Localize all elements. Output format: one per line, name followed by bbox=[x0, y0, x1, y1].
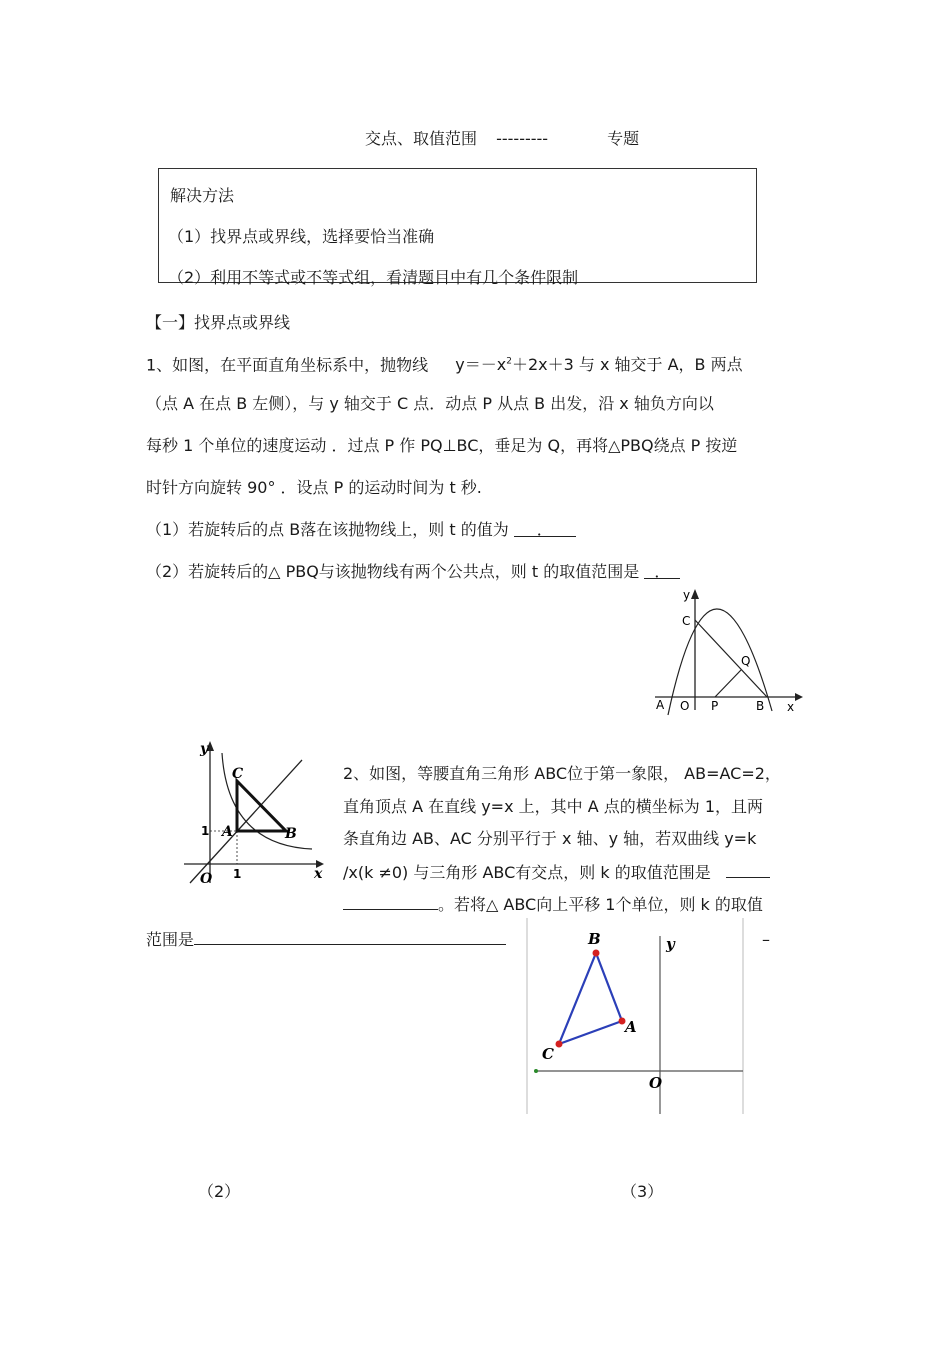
fig1-label-o: O bbox=[680, 699, 690, 713]
problem2-line6-text: 范围是 bbox=[146, 930, 195, 949]
problem1-line2: （点 A 在点 B 左侧），与 y 轴交于 C 点．动点 P 从点 B 出发，沿 x 轴负方向以 bbox=[146, 394, 714, 413]
problem2-blank1-a bbox=[726, 861, 770, 878]
fig1-label-b: B bbox=[756, 699, 765, 713]
method-item-2: （2）利用不等式或不等式组，看清题目中有几个条件限制 bbox=[168, 268, 579, 287]
problem1-line4: 时针方向旋转 90° ．设点 P 的运动时间为 t 秒. bbox=[146, 478, 482, 497]
fig1-y-arrow-icon bbox=[691, 589, 699, 599]
figure2-triangle bbox=[180, 735, 330, 890]
fig2-label-a: A bbox=[222, 824, 233, 840]
problem2-line1: 2、如图，等腰直角三角形 ABC位于第一象限， AB=AC=2， bbox=[343, 764, 781, 783]
title-dashes: --------- bbox=[496, 129, 549, 148]
page-title bbox=[365, 126, 639, 149]
fig1-x-arrow-icon bbox=[795, 693, 803, 701]
figure3-triangle bbox=[526, 918, 746, 1116]
problem2-line4-text: /x(k ≠0) 与三角形 ABC有交点，则 k 的取值范围是 bbox=[343, 863, 711, 882]
question2-text: （2）若旋转后的△ PBQ与该抛物线有两个公共点，则 t 的取值范围是 bbox=[146, 562, 640, 581]
fig2-label-x: x bbox=[314, 866, 323, 882]
fig3-label-y: y bbox=[666, 935, 675, 953]
fig2-label-c: C bbox=[232, 766, 244, 782]
fig1-label-y: y bbox=[683, 588, 691, 602]
figure1-parabola bbox=[650, 585, 810, 720]
method-box bbox=[158, 168, 757, 283]
title-main: 交点、取值范围 bbox=[365, 129, 478, 148]
caption-fig2: （2） bbox=[198, 1182, 241, 1201]
problem2-line6 bbox=[146, 928, 506, 950]
problem2-blank2 bbox=[194, 928, 506, 945]
fig1-label-p: P bbox=[711, 699, 719, 713]
fig2-label-one-y: 1 bbox=[201, 824, 210, 838]
fig3-label-a: A bbox=[625, 1018, 637, 1036]
fig1-label-q: Q bbox=[741, 654, 751, 668]
question1-text: （1）若旋转后的点 B落在该抛物线上，则 t 的值为 bbox=[146, 520, 509, 539]
problem1-question2 bbox=[146, 562, 680, 582]
problem2-blank1-b bbox=[343, 893, 438, 910]
fig3-triangle-abc bbox=[559, 953, 622, 1044]
fig3-label-o: O bbox=[649, 1074, 663, 1092]
problem1-line1 bbox=[146, 352, 743, 375]
problem2-line5 bbox=[343, 893, 763, 915]
caption-fig3: （3） bbox=[621, 1182, 664, 1201]
problem2-line5-text: 。若将△ ABC向上平移 1个单位，则 k 的取值 bbox=[438, 895, 763, 914]
fig2-label-y: y bbox=[200, 741, 209, 757]
fig3-green-point bbox=[534, 1069, 538, 1073]
fig3-label-b: B bbox=[588, 930, 601, 948]
fig1-label-c: C bbox=[682, 614, 691, 628]
method-item-1: （1）找界点或界线，选择要恰当准确 bbox=[168, 227, 435, 246]
problem2-line3: 条直角边 AB、AC 分别平行于 x 轴、y 轴，若双曲线 y=k bbox=[343, 829, 757, 848]
equation-part-a: y＝－x bbox=[455, 355, 507, 375]
fig1-line-cb bbox=[695, 620, 767, 697]
fig1-label-x: x bbox=[787, 700, 795, 714]
fig3-vertex-b bbox=[593, 950, 600, 957]
problem1-line1-text: 1、如图，在平面直角坐标系中，抛物线 bbox=[146, 355, 429, 375]
method-heading: 解决方法 bbox=[170, 186, 235, 205]
title-suffix: 专题 bbox=[607, 129, 640, 148]
fig3-label-c: C bbox=[542, 1045, 554, 1063]
fig2-label-o: O bbox=[200, 871, 213, 887]
fig2-label-b: B bbox=[285, 826, 297, 842]
problem1-line3: 每秒 1 个单位的速度运动 ．过点 P 作 PQ⊥BC，垂足为 Q，再将△PBQ绕点 P 按逆 bbox=[146, 436, 738, 455]
section-heading: 【一】找界点或界线 bbox=[146, 313, 291, 332]
fig1-label-a: A bbox=[656, 698, 665, 712]
equation-exponent: 2 bbox=[506, 357, 512, 367]
problem1-equation bbox=[455, 355, 742, 374]
equation-part-b: ＋2x＋3 与 x 轴交于 A，B 两点 bbox=[511, 355, 743, 375]
problem1-question1 bbox=[146, 520, 576, 540]
problem2-line2: 直角顶点 A 在直线 y=x 上，其中 A 点的横坐标为 1，且两 bbox=[343, 797, 764, 816]
fig3-vertex-c bbox=[556, 1041, 563, 1048]
question2-blank: ． bbox=[644, 562, 680, 579]
fig1-line-pq bbox=[715, 670, 741, 697]
fig2-label-one-x: 1 bbox=[233, 867, 242, 881]
problem2-trailing-dash: – bbox=[762, 930, 770, 949]
problem2-line4 bbox=[343, 861, 770, 883]
question1-blank: ． bbox=[514, 520, 576, 537]
